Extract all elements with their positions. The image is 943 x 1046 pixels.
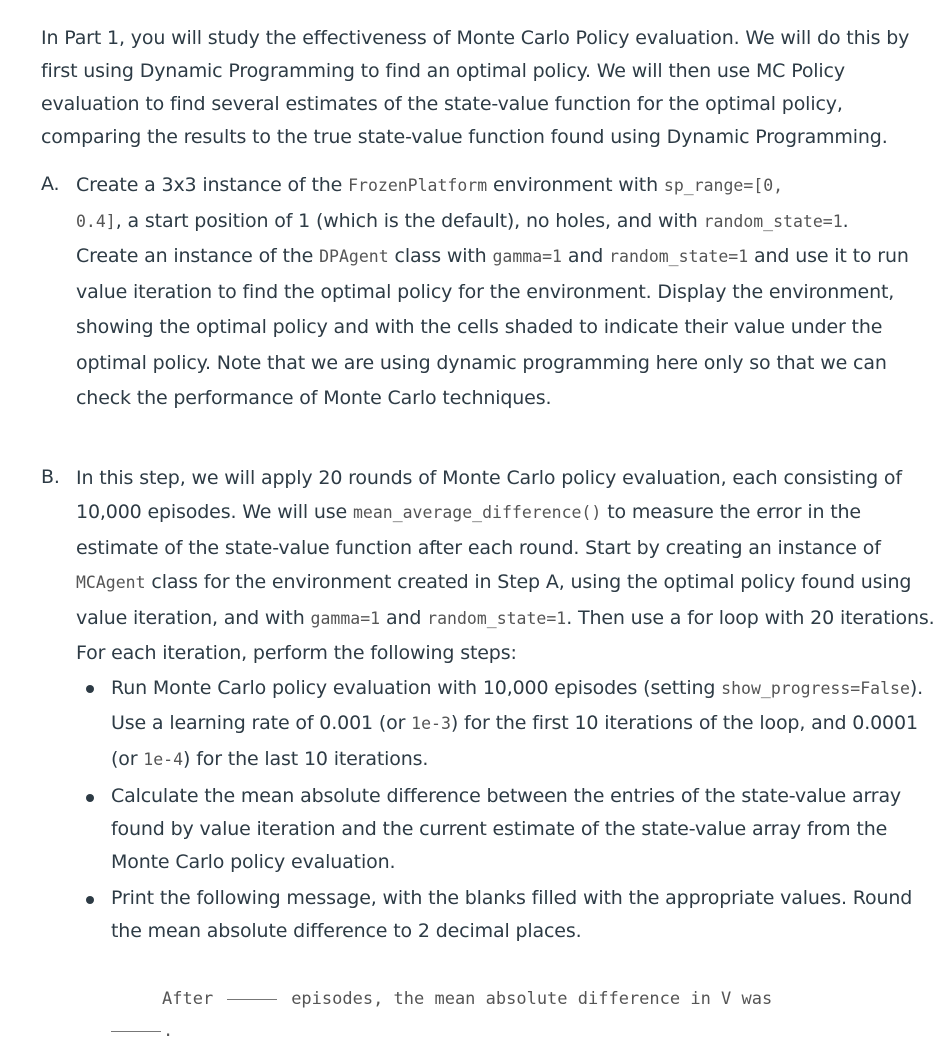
blank-mad xyxy=(111,1030,161,1032)
msg-start: After xyxy=(162,989,213,1009)
text: ) for the first 10 iterations of the loop, and 0.0001 (or xyxy=(111,712,918,770)
msg-end: . xyxy=(163,1021,173,1041)
code-sp-range: sp_range=[0, xyxy=(664,176,783,195)
bullet-icon xyxy=(86,794,94,802)
step-b xyxy=(41,461,936,1046)
code-mcagent: MCAgent xyxy=(76,573,146,592)
text: , a start position of 1 (which is the default), no holes, and with xyxy=(116,210,704,232)
blank-episodes xyxy=(227,998,277,1000)
step-a xyxy=(41,168,936,417)
step-b-marker: B. xyxy=(41,461,60,494)
step-b-bullet-3 xyxy=(76,882,936,1046)
print-message xyxy=(111,982,936,1046)
bullet-icon xyxy=(86,685,94,693)
bullet-icon xyxy=(86,896,94,904)
text: to measure the error in the estimate of the state-value function after each round. Start by creating an instance of xyxy=(76,501,881,559)
step-b-text xyxy=(76,461,936,671)
step-a-text xyxy=(76,168,936,417)
code-show-progress: show_progress=False xyxy=(721,679,910,698)
text: Run Monte Carlo policy evaluation with 10,000 episodes (setting xyxy=(111,677,721,699)
step-b-bullet-1 xyxy=(76,671,936,778)
msg-mid: episodes, the mean absolute difference in V was xyxy=(291,989,772,1009)
code-gamma: gamma=1 xyxy=(492,247,562,266)
text: . Then use a for loop with 20 iterations. For each iteration, perform the following steps: xyxy=(76,607,935,665)
code-lr-1e-4: 1e-4 xyxy=(143,750,183,769)
code-random-state: random_state=1 xyxy=(609,247,748,266)
step-b-bullet-2 xyxy=(76,780,936,879)
text: class with xyxy=(389,245,493,267)
text: environment with xyxy=(487,174,664,196)
code-frozenplatform: FrozenPlatform xyxy=(348,176,487,195)
code-sp-range-end: 0.4] xyxy=(76,212,116,231)
code-dpagent: DPAgent xyxy=(319,247,389,266)
text: and use it to run value iteration to find the optimal policy for the environment. Display the environment, showing the optimal policy and with the cells shaded to indicate their value under the optimal policy. Note that we are using dynamic programming here only so that we can check the performance of Monte Carlo techniques. xyxy=(76,245,909,409)
code-random-state: random_state=1 xyxy=(427,609,566,628)
document xyxy=(41,22,936,1046)
code-random-state: random_state=1 xyxy=(704,212,843,231)
text: . xyxy=(843,210,849,232)
bullet-1-text xyxy=(111,671,936,778)
text: and xyxy=(380,607,427,629)
print-message-line-2 xyxy=(111,1016,936,1046)
text: In this step, we will apply 20 rounds of Monte Carlo policy evaluation, each consisting of 10,000 episodes. We will use xyxy=(76,467,902,524)
text: ) for the last 10 iterations. xyxy=(183,748,428,770)
code-gamma: gamma=1 xyxy=(311,609,381,628)
text: and xyxy=(562,245,609,267)
text: class for the environment created in Step A, using the optimal policy found using value iteration, and with xyxy=(76,571,911,629)
code-mean-average-difference: mean_average_difference() xyxy=(353,503,601,522)
print-message-line-1 xyxy=(111,982,936,1016)
text: Create an instance of the xyxy=(76,245,319,267)
intro-paragraph: In Part 1, you will study the effectiveness of Monte Carlo Policy evaluation. We will do this by first using Dynamic Programming to find an optimal policy. We will then use MC Policy evaluation to find several estimates of the state-value function for the optimal policy, comparing the results to the true state-value function found using Dynamic Programming. xyxy=(41,22,916,154)
code-lr-1e-3: 1e-3 xyxy=(411,714,451,733)
text: ). Use a learning rate of 0.001 (or xyxy=(111,677,923,735)
bullet-2-text: Calculate the mean absolute difference between the entries of the state-value array found by value iteration and the current estimate of the state-value array from the Monte Carlo policy evaluation. xyxy=(111,780,936,879)
step-a-marker: A. xyxy=(41,168,59,201)
text: Create a 3x3 instance of the xyxy=(76,174,348,196)
bullet-3-text: Print the following message, with the blanks filled with the appropriate values. Round the mean absolute difference to 2 decimal places. xyxy=(111,882,936,948)
